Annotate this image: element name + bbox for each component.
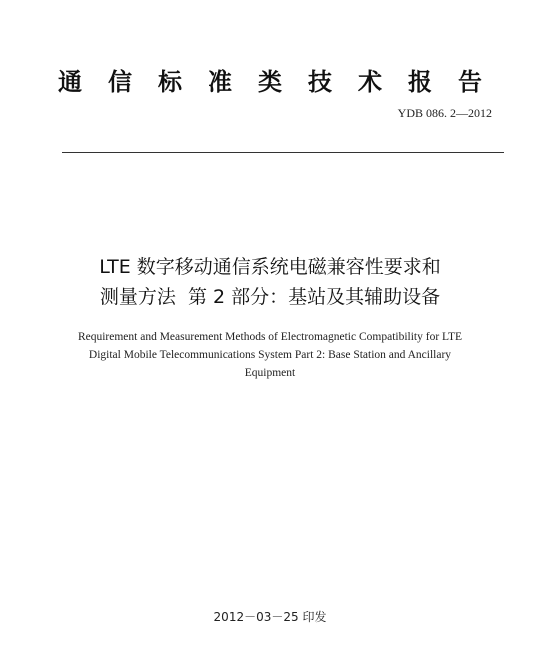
chinese-title-line-2: 测量方法 第 2 部分：基站及其辅助设备 [99, 286, 441, 308]
issue-date: 2012－03－25 印发 [213, 610, 327, 624]
english-title [44, 328, 496, 382]
document-number: YDB 086. 2—2012 [397, 106, 492, 120]
chinese-title-line-1: LTE 数字移动通信系统电磁兼容性要求和 [99, 256, 441, 278]
english-title-line-2: Digital Mobile Telecommunications System Part 2: Base Station and Ancillary [88, 349, 452, 361]
header-divider [62, 152, 504, 153]
report-category-title: 通信标准类技术报告 [58, 68, 508, 96]
english-title-line-1: Requirement and Measurement Methods of Electromagnetic Compatibility for LTE [77, 331, 463, 343]
chinese-title [40, 252, 500, 312]
english-title-line-3: Equipment [244, 367, 296, 379]
